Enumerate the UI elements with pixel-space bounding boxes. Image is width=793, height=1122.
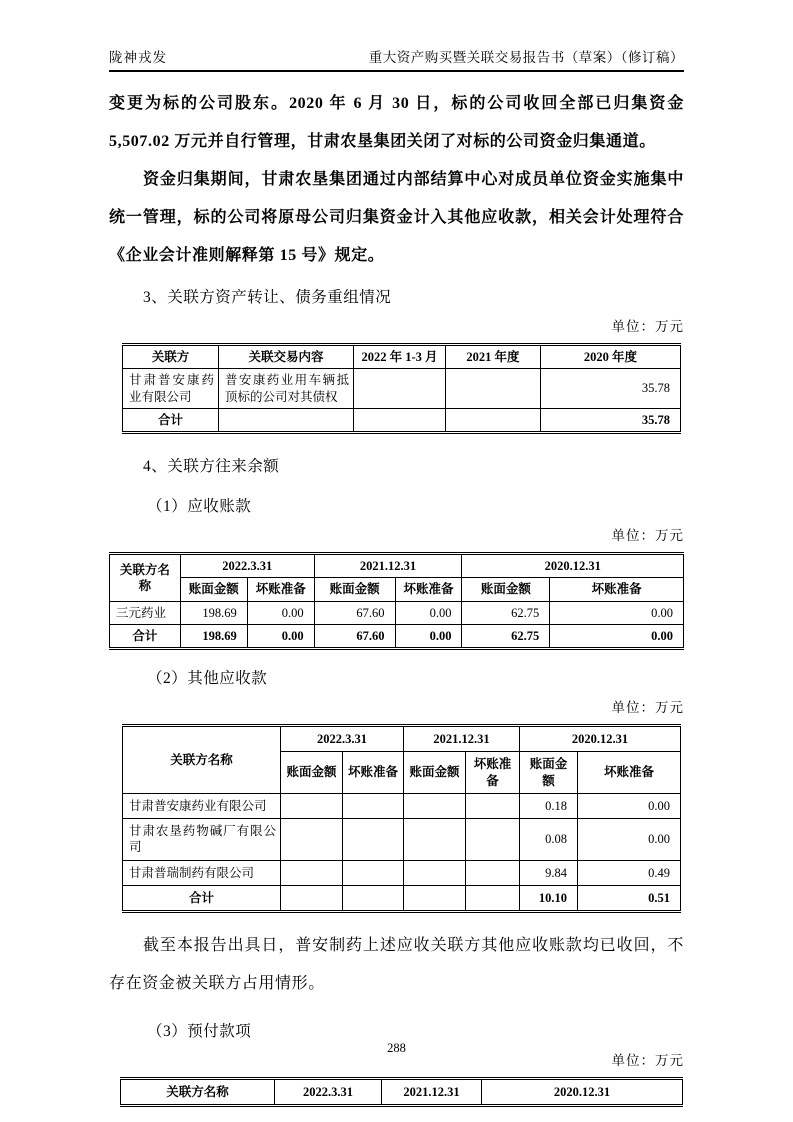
subcol-bad-debt-2022: 坏账准备 bbox=[343, 752, 404, 794]
other-receivables-table bbox=[122, 724, 681, 913]
cell-value bbox=[404, 860, 466, 885]
table-header-row bbox=[123, 345, 681, 369]
table-row bbox=[123, 793, 681, 818]
unit-label-3: 单位：万元 bbox=[611, 700, 684, 715]
cell-total-value: 0.00 bbox=[395, 624, 462, 648]
table-row bbox=[110, 601, 684, 624]
section-heading-4-2: （2）其他应收款 bbox=[147, 670, 268, 687]
cell-total-label: 合计 bbox=[110, 624, 181, 648]
cell-total-value: 198.69 bbox=[180, 624, 247, 648]
cell-total-value bbox=[281, 885, 343, 911]
cell-2022q1 bbox=[354, 369, 446, 409]
subcol-bad-debt-2020: 坏账准备 bbox=[550, 578, 684, 601]
header-company-name: 陇神戎发 bbox=[109, 50, 167, 65]
table-row bbox=[123, 860, 681, 885]
subcol-book-value-2021: 账面金额 bbox=[314, 578, 395, 601]
col-header-period-2022: 2022.3.31 bbox=[180, 554, 314, 578]
cell-value: 67.60 bbox=[314, 601, 395, 624]
col-header-transaction-content: 关联交易内容 bbox=[219, 345, 354, 369]
col-header-2021: 2021 年度 bbox=[446, 345, 541, 369]
cell-total-label: 合计 bbox=[123, 408, 219, 432]
section-heading-4-3: （3）预付款项 bbox=[147, 1023, 252, 1040]
subcol-bad-debt-2021: 坏账准备 bbox=[466, 752, 520, 794]
cell-value: 0.00 bbox=[578, 793, 681, 818]
cell-value: 0.00 bbox=[550, 601, 684, 624]
table-total-row bbox=[123, 885, 681, 911]
cell-total-value: 67.60 bbox=[314, 624, 395, 648]
paragraph-receivables-recovered: 截至本报告出具日，普安制药上述应收关联方其他应收账款均已收回，不存在资金被关联方占用情形。 bbox=[109, 937, 684, 992]
page-number: 288 bbox=[387, 1041, 406, 1055]
col-header-party-name: 关联方名称 bbox=[123, 726, 281, 794]
table-total-row bbox=[123, 408, 681, 432]
col-header-2022: 2022.3.31 bbox=[275, 1079, 382, 1106]
cell-total-value bbox=[343, 885, 404, 911]
cell-value bbox=[343, 793, 404, 818]
header-report-title: 重大资产购买暨关联交易报告书（草案）（修订稿） bbox=[368, 50, 684, 65]
col-header-period-2021: 2021.12.31 bbox=[404, 726, 520, 752]
cell-value bbox=[466, 793, 520, 818]
cell-total-value: 62.75 bbox=[462, 624, 550, 648]
subcol-bad-debt-2022: 坏账准备 bbox=[247, 578, 314, 601]
cell-total-2021 bbox=[446, 408, 541, 432]
col-header-period-2020: 2020.12.31 bbox=[462, 554, 684, 578]
table-row bbox=[123, 369, 681, 409]
paragraph-fund-recovery: 变更为标的公司股东。2020 年 6 月 30 日，标的公司收回全部已归集资金 5,507.02 万元并自行管理，甘肃农垦集团关闭了对标的公司资金归集通道。 bbox=[109, 95, 684, 150]
cell-party: 甘肃农垦药物碱厂有限公司 bbox=[123, 819, 281, 861]
subcol-book-value-2022: 账面金额 bbox=[180, 578, 247, 601]
accounts-receivable-table bbox=[109, 552, 684, 650]
cell-total-label: 合计 bbox=[123, 885, 281, 911]
cell-value: 0.08 bbox=[520, 819, 578, 861]
cell-value: 198.69 bbox=[180, 601, 247, 624]
cell-value: 0.18 bbox=[520, 793, 578, 818]
subcol-book-value-2020: 账面金额 bbox=[520, 752, 578, 794]
table-total-row bbox=[110, 624, 684, 648]
cell-party: 甘肃普瑞制药有限公司 bbox=[123, 860, 281, 885]
subcol-book-value-2022: 账面金额 bbox=[281, 752, 343, 794]
cell-party: 甘肃普安康药业有限公司 bbox=[123, 793, 281, 818]
cell-value: 0.00 bbox=[578, 819, 681, 861]
cell-value bbox=[281, 793, 343, 818]
col-header-2020: 2020.12.31 bbox=[482, 1079, 683, 1106]
cell-value bbox=[404, 793, 466, 818]
table-subheader-row bbox=[110, 578, 684, 601]
cell-value: 9.84 bbox=[520, 860, 578, 885]
cell-total-value: 10.10 bbox=[520, 885, 578, 911]
cell-total-2022q1 bbox=[354, 408, 446, 432]
cell-value bbox=[281, 860, 343, 885]
subcol-bad-debt-2020: 坏账准备 bbox=[578, 752, 681, 794]
col-header-2022q1: 2022 年 1-3 月 bbox=[354, 345, 446, 369]
col-header-period-2022: 2022.3.31 bbox=[281, 726, 404, 752]
table-header-row bbox=[110, 554, 684, 578]
cell-2021 bbox=[446, 369, 541, 409]
cell-value: 0.49 bbox=[578, 860, 681, 885]
cell-value bbox=[281, 819, 343, 861]
unit-label-2: 单位：万元 bbox=[611, 528, 684, 543]
cell-total-value: 0.00 bbox=[550, 624, 684, 648]
col-header-party-name: 关联方名称 bbox=[110, 554, 181, 602]
table-row bbox=[123, 819, 681, 861]
table-header-row bbox=[123, 726, 681, 752]
cell-total-value bbox=[404, 885, 466, 911]
page-header bbox=[109, 0, 684, 72]
table-header-row bbox=[121, 1079, 683, 1106]
cell-value: 0.00 bbox=[247, 601, 314, 624]
cell-party: 三元药业 bbox=[110, 601, 181, 624]
cell-content: 普安康药业用车辆抵顶标的公司对其债权 bbox=[219, 369, 354, 409]
cell-value bbox=[404, 819, 466, 861]
unit-label-4: 单位：万元 bbox=[611, 1053, 684, 1068]
unit-label-1: 单位：万元 bbox=[611, 319, 684, 334]
section-heading-4: 4、关联方往来余额 bbox=[143, 458, 280, 475]
subcol-book-value-2020: 账面金额 bbox=[462, 578, 550, 601]
related-party-transfer-table bbox=[122, 343, 681, 434]
cell-total-content bbox=[219, 408, 354, 432]
subcol-book-value-2021: 账面金额 bbox=[404, 752, 466, 794]
col-header-party-name: 关联方名称 bbox=[121, 1079, 275, 1106]
cell-value bbox=[343, 819, 404, 861]
subcol-bad-debt-2021: 坏账准备 bbox=[395, 578, 462, 601]
col-header-related-party: 关联方 bbox=[123, 345, 219, 369]
cell-party: 甘肃普安康药业有限公司 bbox=[123, 369, 219, 409]
cell-value bbox=[343, 860, 404, 885]
col-header-period-2021: 2021.12.31 bbox=[314, 554, 462, 578]
paragraph-fund-pooling: 资金归集期间，甘肃农垦集团通过内部结算中心对成员单位资金实施集中统一管理，标的公司将原母公司归集资金计入其他应收款，相关会计处理符合《企业会计准则解释第 15 号》规定。 bbox=[109, 171, 684, 264]
section-heading-3: 3、关联方资产转让、债务重组情况 bbox=[143, 289, 392, 306]
cell-value bbox=[466, 860, 520, 885]
prepayments-table bbox=[120, 1077, 683, 1107]
cell-value: 0.00 bbox=[395, 601, 462, 624]
cell-value bbox=[466, 819, 520, 861]
cell-value: 62.75 bbox=[462, 601, 550, 624]
cell-2020: 35.78 bbox=[541, 369, 681, 409]
col-header-2020: 2020 年度 bbox=[541, 345, 681, 369]
cell-total-value bbox=[466, 885, 520, 911]
col-header-period-2020: 2020.12.31 bbox=[520, 726, 681, 752]
section-heading-4-1: （1）应收账款 bbox=[147, 498, 252, 515]
col-header-2021: 2021.12.31 bbox=[382, 1079, 482, 1106]
cell-total-value: 0.00 bbox=[247, 624, 314, 648]
cell-total-value: 0.51 bbox=[578, 885, 681, 911]
cell-total-2020: 35.78 bbox=[541, 408, 681, 432]
